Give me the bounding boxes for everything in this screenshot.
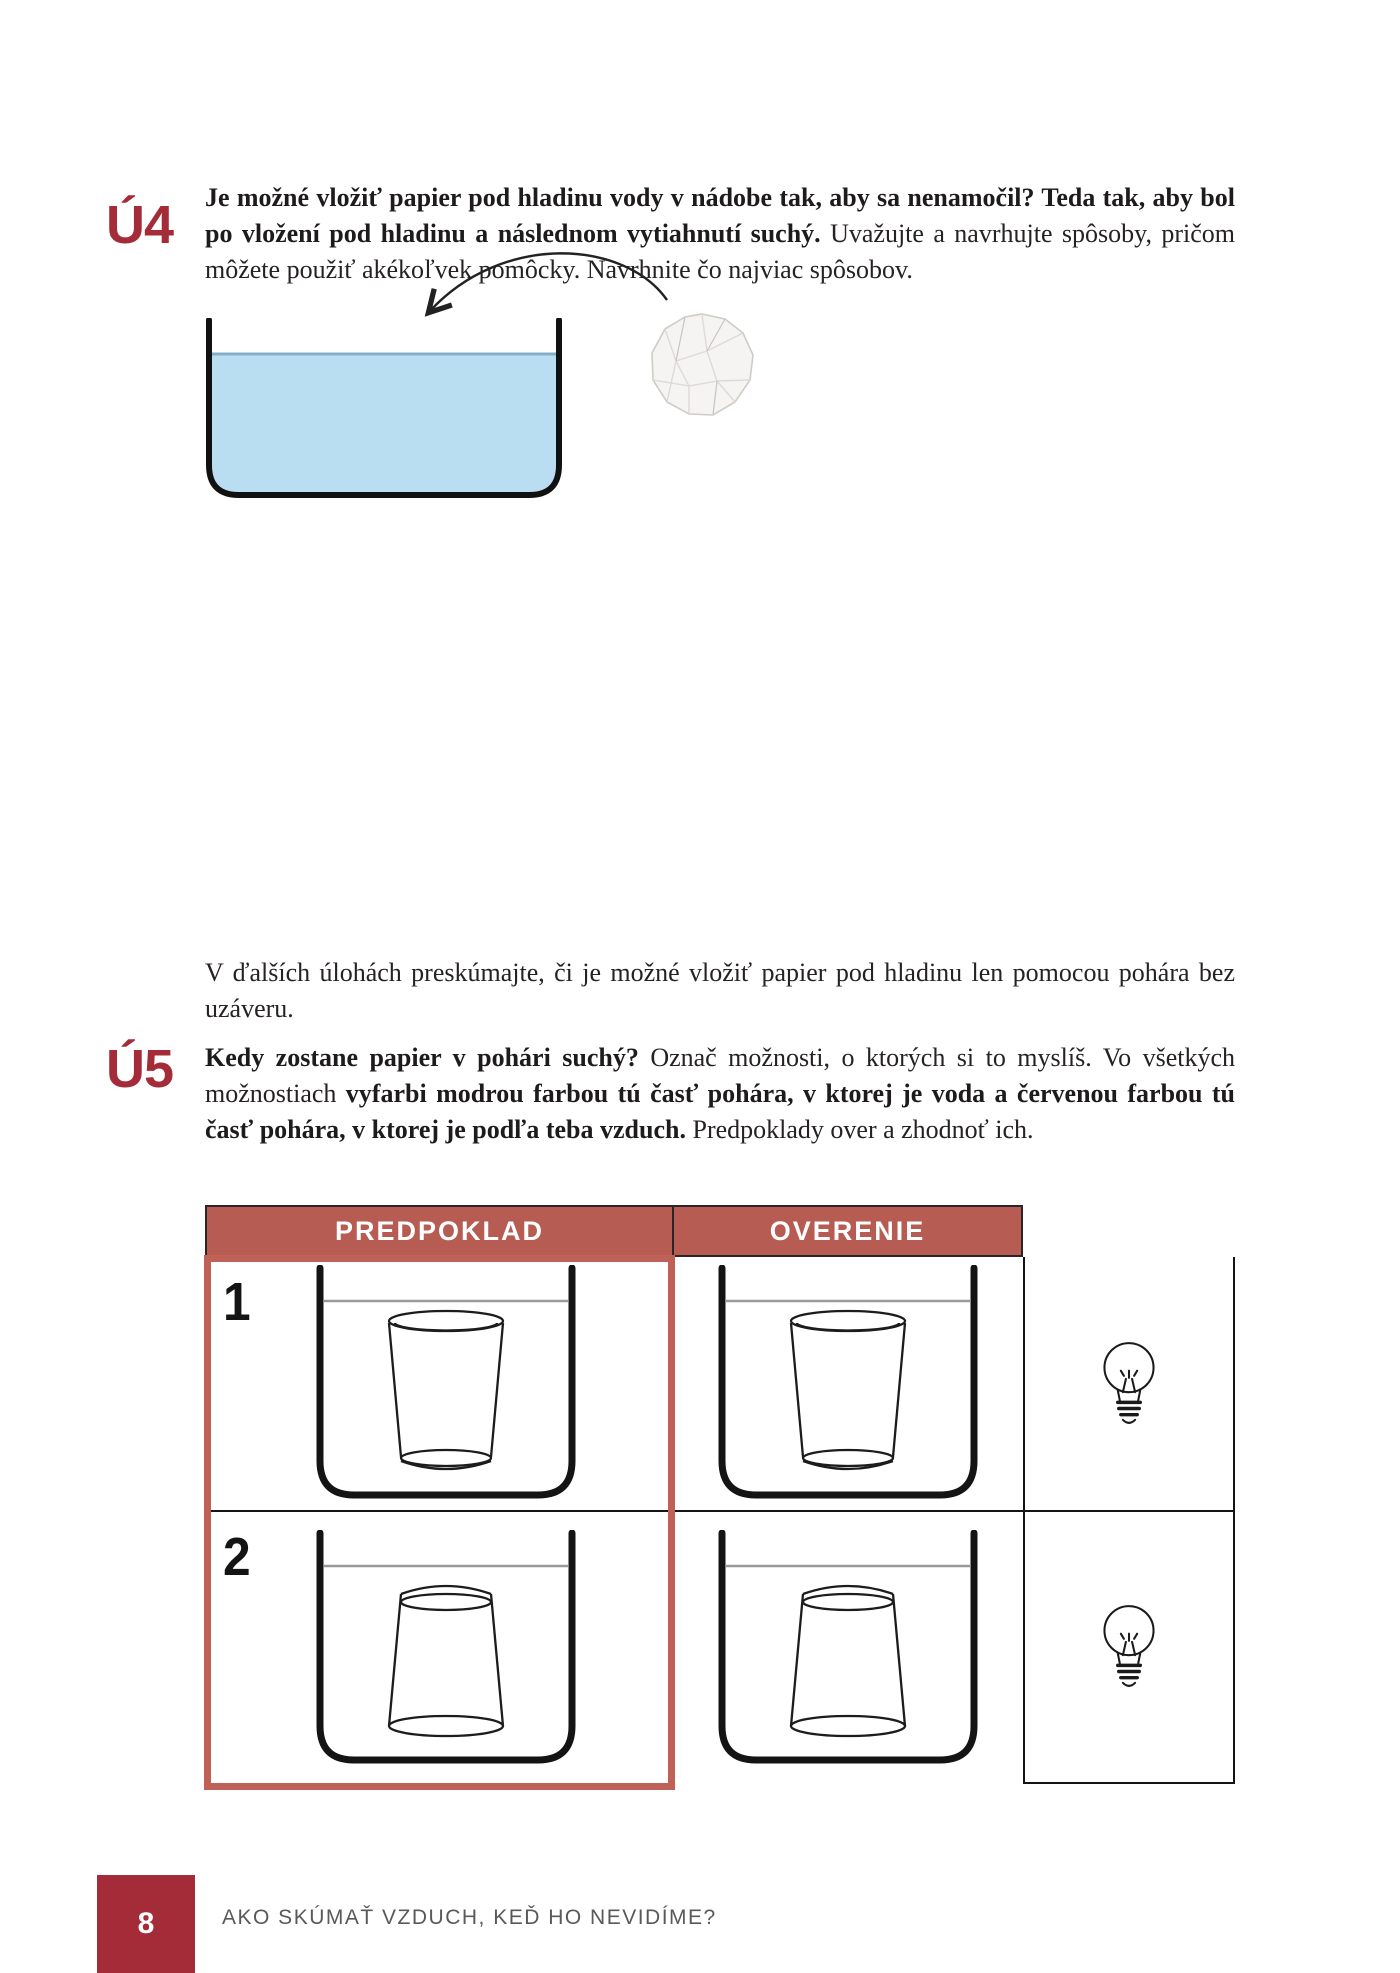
inverted-glass-in-water-bath-icon <box>315 1530 577 1772</box>
task-u5-t5: Predpoklady over a zhodnoť ich. <box>685 1115 1034 1144</box>
cell-overenie-2 <box>674 1512 1023 1784</box>
cell-hint-2 <box>1023 1512 1235 1784</box>
task-u4-text <box>205 180 1235 288</box>
task-u5-t4: farbou tú časť pohára, v ktorej je podľa teba vzduch. <box>205 1079 1235 1144</box>
cell-overenie-1 <box>674 1257 1023 1512</box>
row-number: 1 <box>223 1272 251 1332</box>
intro-paragraph: V ďalších úlohách preskúmajte, či je možné vložiť papier pod hladinu len pomocou pohára bez uzáveru. <box>205 958 1235 1023</box>
table-header-hint <box>1023 1205 1235 1257</box>
task-u5-text <box>205 1040 1235 1148</box>
task-u5-label: Ú5 <box>106 1039 174 1099</box>
task-u4-text-bold: Je možné vložiť papier pod hladinu vody v nádobe tak, aby sa nenamočil? Teda tak, aby bol po vložení pod hladinu a následnom vytiahnutí suchý. <box>205 183 1235 248</box>
cell-hint-1 <box>1023 1257 1235 1512</box>
cell-predpoklad-2 <box>205 1512 674 1784</box>
lightbulb-icon <box>1096 1339 1162 1429</box>
task-u5-t2: vyfarbi <box>345 1079 437 1108</box>
lightbulb-icon <box>1096 1602 1162 1692</box>
task-u5-question: Kedy zostane papier v pohári suchý? <box>205 1043 639 1072</box>
task-u4-text-regular: Uvažujte a navrhujte spôsoby, pričom môžete použiť akékoľvek pomôcky. Navrhnite čo najviac spôsobov. <box>205 219 1236 284</box>
upright-glass-in-water-bath-icon <box>717 1265 979 1507</box>
row-number: 2 <box>223 1527 251 1587</box>
table-body <box>205 1257 1235 1784</box>
page-number-badge: 8 <box>97 1875 195 1973</box>
experiment-table <box>205 1205 1235 1784</box>
curved-arrow-icon <box>415 238 675 330</box>
cell-predpoklad-1 <box>205 1257 674 1512</box>
table-header-overenie: OVERENIE <box>674 1205 1023 1257</box>
blue-word: modrou <box>436 1079 524 1108</box>
task-u4-label: Ú4 <box>106 195 174 255</box>
footer-book-title: AKO SKÚMAŤ VZDUCH, KEĎ HO NEVIDÍME? <box>222 1906 717 1929</box>
upright-glass-in-water-bath-icon <box>315 1265 577 1507</box>
red-word: červenou <box>1016 1079 1118 1108</box>
task-u5-t3: farbou tú časť pohára, v ktorej je voda a <box>523 1079 1017 1108</box>
task-u5-t1: Označ možnosti, o ktorých si to myslíš. Vo všetkých možnostiach <box>205 1043 1235 1108</box>
table-header-row <box>205 1205 1235 1257</box>
table-header-predpoklad: PREDPOKLAD <box>205 1205 674 1257</box>
crumpled-paper-ball-icon <box>645 310 759 422</box>
inverted-glass-in-water-bath-icon <box>717 1530 979 1772</box>
water-bath-icon <box>205 318 563 500</box>
